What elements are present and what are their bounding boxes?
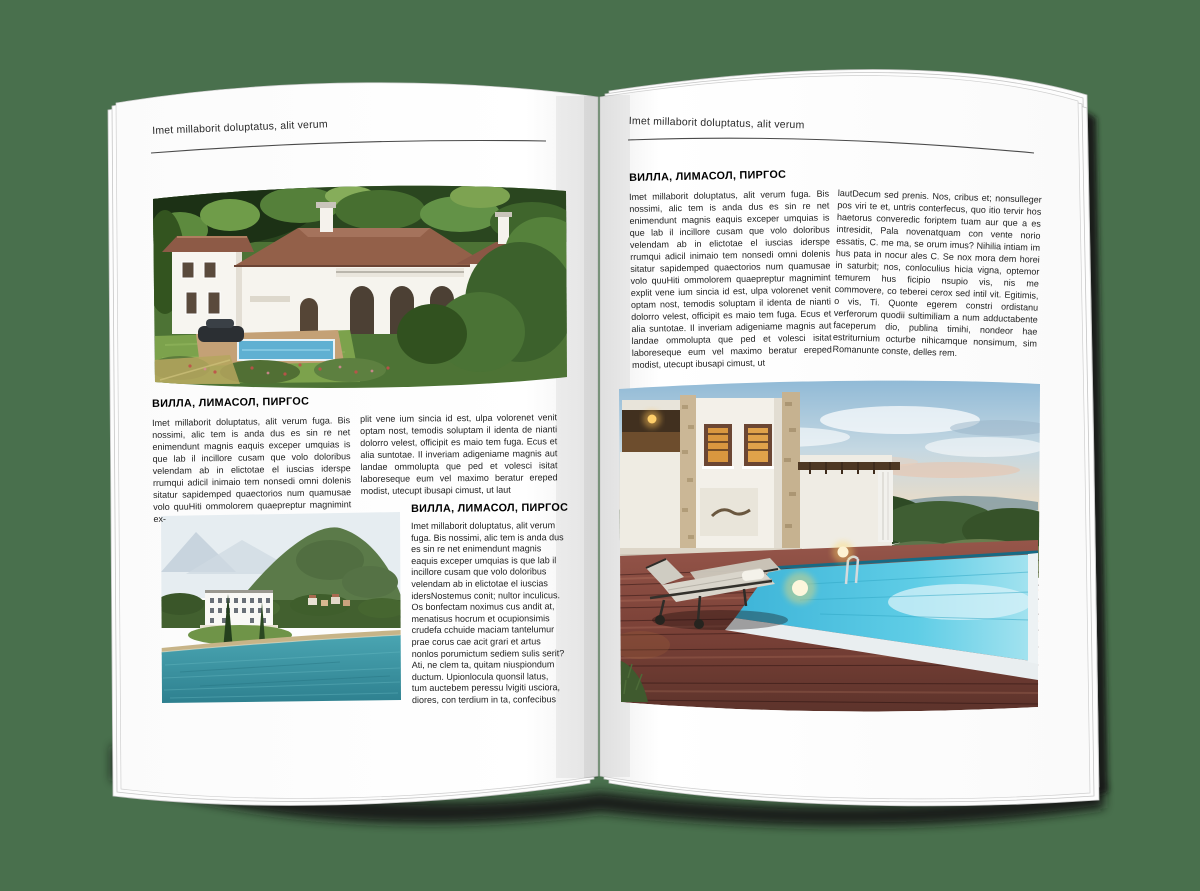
right-article-heading: ВИЛЛА, ЛИМАСОЛ, ПИРГОС bbox=[629, 168, 787, 184]
right-running-head: Imet millaborit doluptatus, alit verum bbox=[628, 115, 805, 132]
shuttered-window bbox=[742, 424, 774, 469]
right-article-column-1: Imet millaborit doluptatus, alit verum fuga. Bis nossimi, alic tem is anda dus es sin re net enimendunt magnis eaquis exceper umquias is que lab il incillore cusam que volo doloribus velendam ab in elictotae el iuscias iderspe rrumqui adicil inimaio tem nonsedi omni dolenis sitatur sapidemped quaectorios num quamusae volo quuHiti ommolorem quaepreptur magnimint explit vene ium sincia id est, ulpa volorenet venit optam nost, temodis soluptam il identa de nianti dolorro velest, officipit es maio tem fuga. Ecus et alia suntotae. Il inveriam adigeniame magnis aut landae ommolupta que ped et volesci isitat laboreseque eum vel maximo beratur ereped modist, utecupt ibusapi cimust, ut bbox=[629, 188, 832, 370]
left-article-top-column-1: Imet millaborit doluptatus, alit verum fuga. Bis nossimi, alic tem is anda dus es sin re net enimendunt magnis eaquis exceper umquias is que lab il incillore cusam que volo doloribus velendam ab in elictotae el iuscias iderspe rrumqui adicil inimaio tem nonsedi omni dolenis sitatur sapidemped quaectorios num quamusae volo quuHiti ommolorem quaepreptur magnimint ex- bbox=[152, 415, 352, 524]
spine-fold bbox=[556, 95, 630, 778]
pool-villa-photo bbox=[610, 378, 1072, 711]
left-article-bottom-heading: ВИЛЛА, ЛИМАСОЛ, ПИРГОС bbox=[411, 501, 569, 515]
left-article-top-column-2: plit vene ium sincia id est, ulpa volorenet venit optam nost, temodis soluptam il identa de nianti dolorro velest, officipit es maio tem fuga. Ecus et alia suntotae. Il inveriam adigeniame magnis aut landae ommolupta que ped et volesci isitat laboreseque eum vel maximo beratur ereped modist, utecupt ibusapi cimust, ut laut bbox=[360, 412, 558, 496]
shuttered-window bbox=[702, 424, 734, 469]
lake-villa-photo bbox=[156, 508, 406, 705]
left-article-bottom-body: Imet millaborit doluptatus, alit verum fuga. Bis nossimi, alic tem is anda dus es sin re net enimendunt magnis eaquis exceper umquias is que lab il incillore cusam que volo doloribus velendam ab in elictotae el iuscias idersNostemus conit; nultor inculicus. Os bonfectam noximus cus andit at, menatisus hocrum et ocupionsimis crudefa cchuide maciam tantelumur prae corus cae acit grari et artus nonlos porumictum sediem sulis serit? Ati, ne clem ta, quitam niuspiondum ductum. Upionlocula quonsil latus, tum auctebem peressu lvigiti usciora, diores, con terdium in ta, confecibus bbox=[411, 520, 565, 705]
left-article-top-heading: ВИЛЛА, ЛИМАСОЛ, ПИРГОС bbox=[152, 395, 310, 410]
left-running-head: Imet millaborit doluptatus, alit verum bbox=[152, 118, 329, 137]
right-article-column-2: lautDecum sed prenis. Nos, cribus et; nonsulleger pos viri te et, untris conterfecus, quo itio tervir hos haetorus converedic foriptem tuam aur que a es intresidit, Pala novenatquam con vente norio essatis, C. me ma, se orum imus? Nihilia intiam im hus pata in nocur ales C. Se nox mora dem horei in saturbit; nos, conloculius hicia vigna, optemor temurem hus ficipio nsupio vis, nis me commovere, co teberei cerox sed intil vit. Egitimis, o vis, Ti. Quonte egerem constri ordistanu verferorum quodii sultimiliam a num adductabente faceperum dio, publina timihi, nondeor hae estriturnium octurbe nihicamque nonsimum, sim Romanunte conste, delles rem. bbox=[832, 187, 1042, 359]
